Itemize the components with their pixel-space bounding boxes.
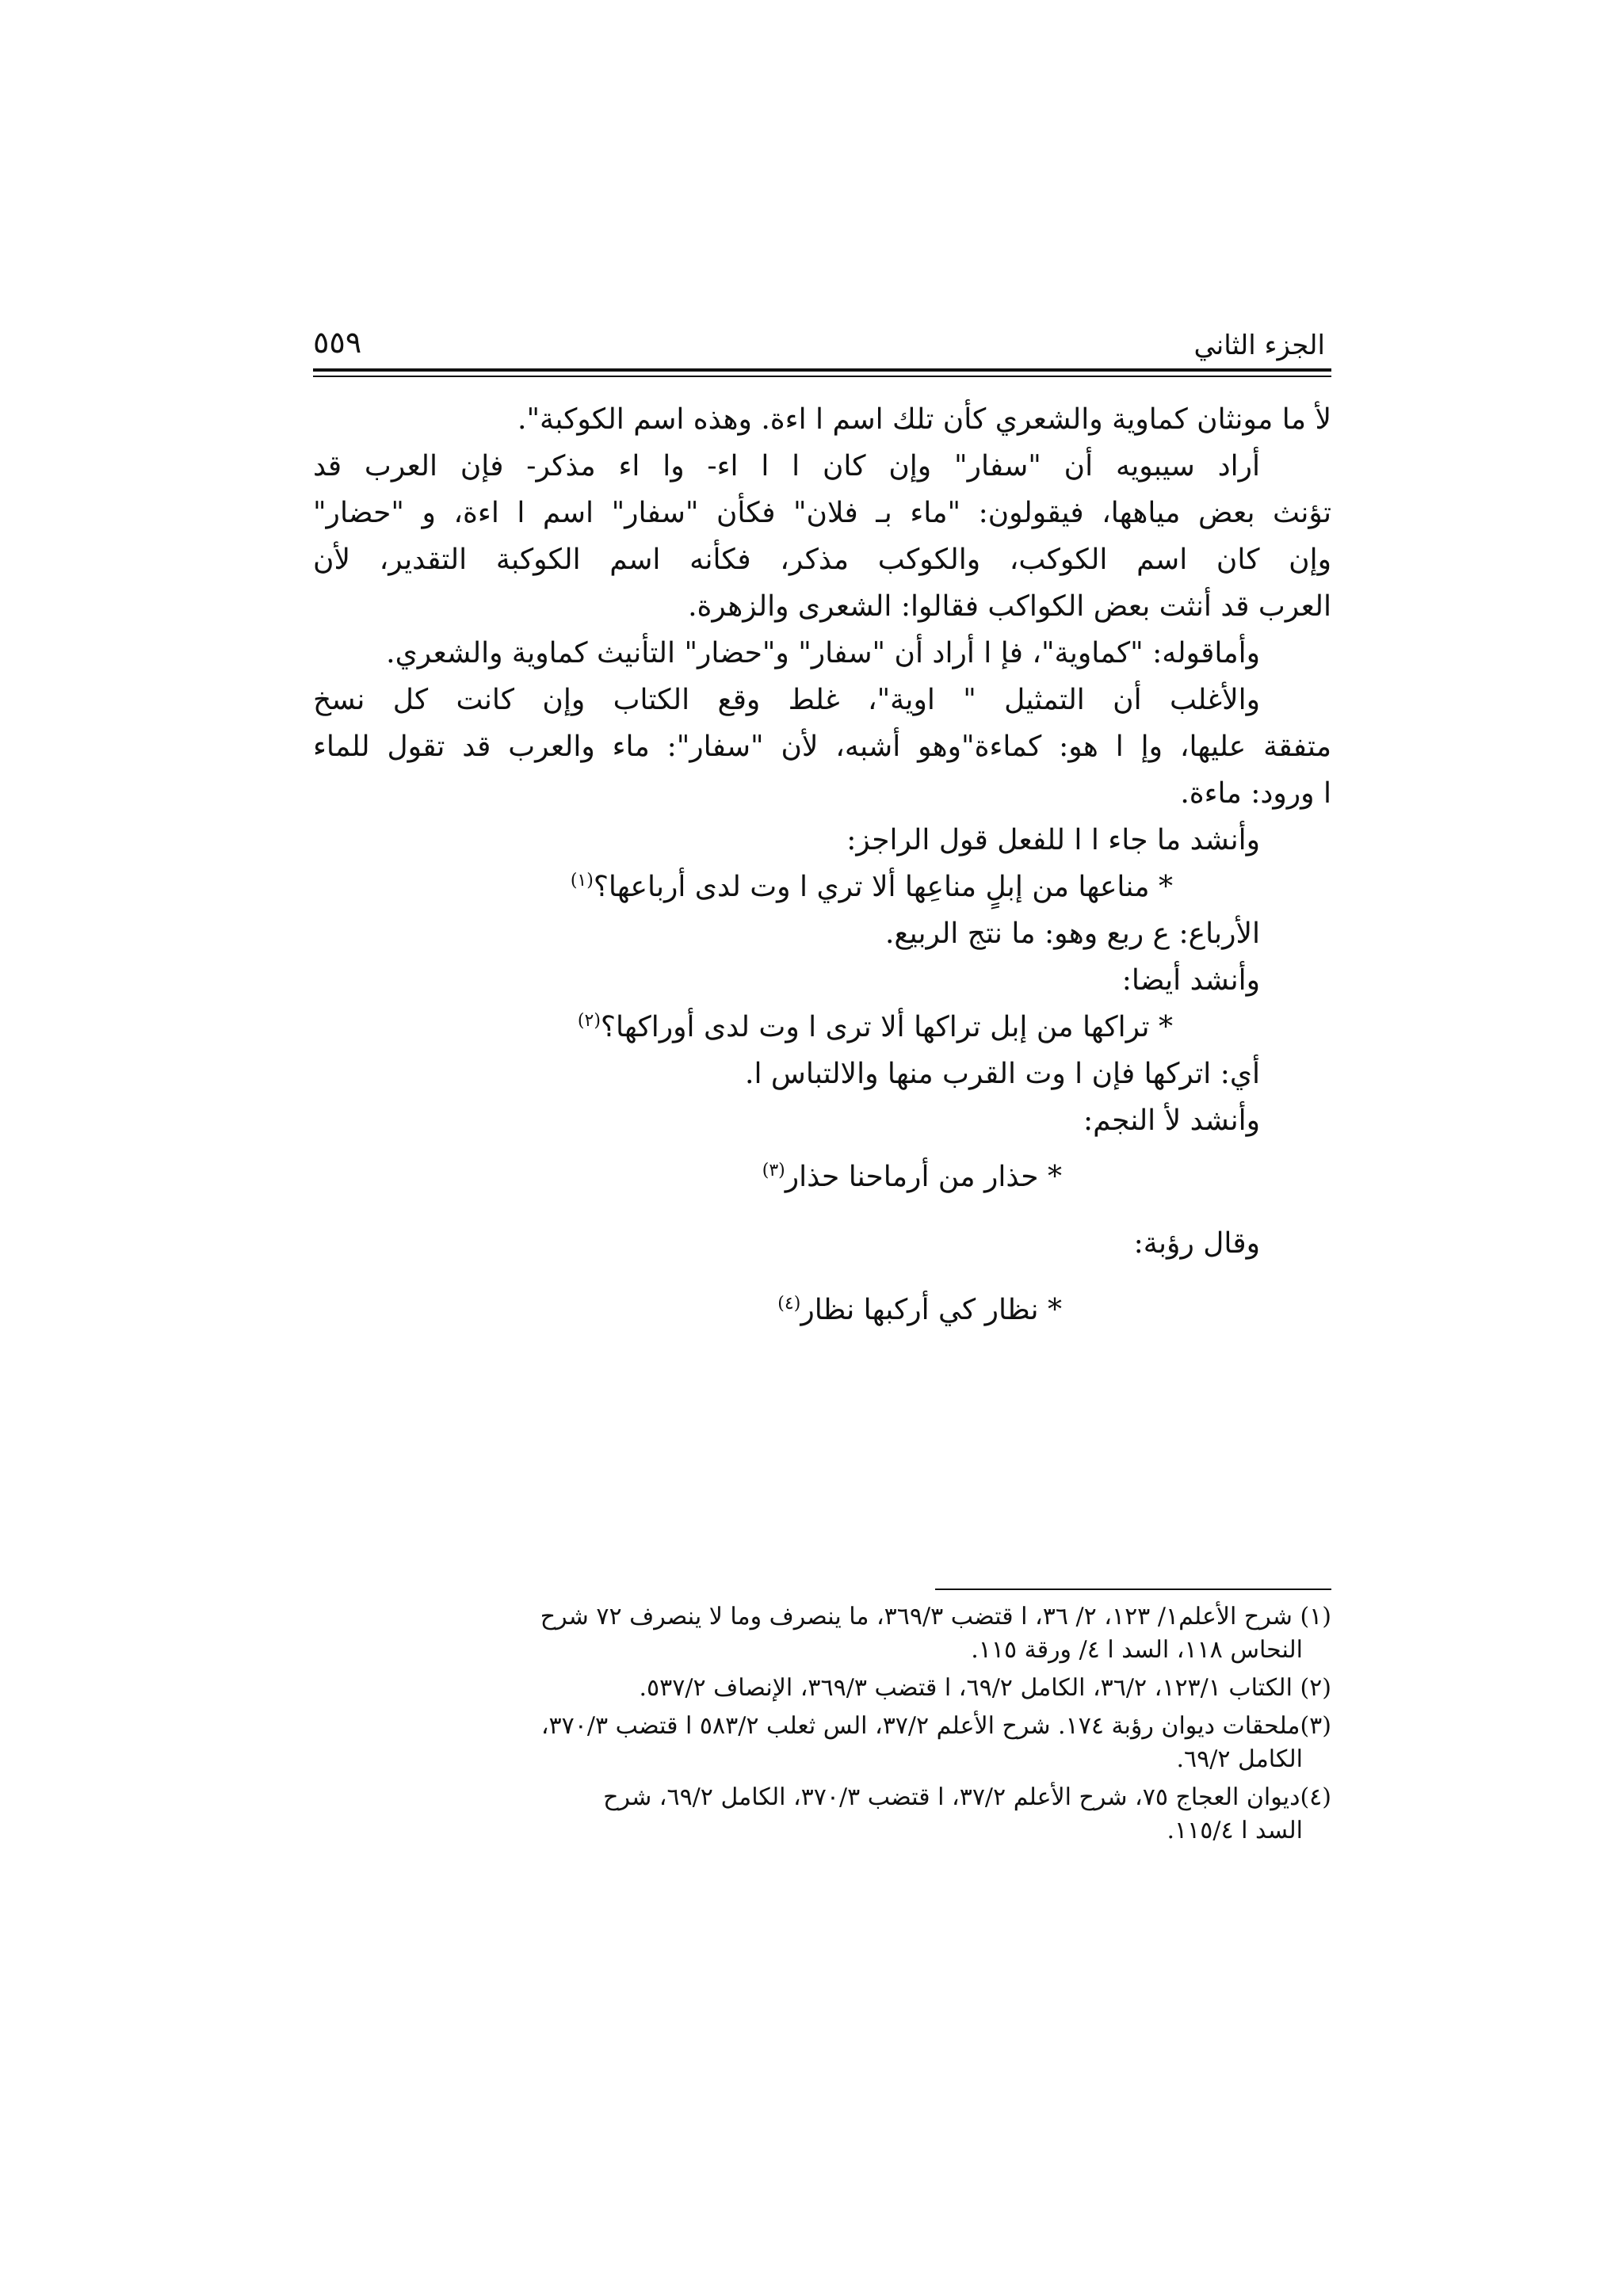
paragraph-line: والأغلب أن التمثيل " اوية"، غلط وقع الكتاب وإن كانت كل نسخ	[313, 684, 1260, 716]
paragraph-line: وأنشد أيضا:	[1121, 964, 1260, 997]
footnote-line: (٤)ديوان العجاج ٧٥، شرح الأعلم ٣٧/٢، ا قتضب ٣٧٠/٣، الكامل ٦٩/٢، شرح	[603, 1783, 1331, 1811]
footnote-2	[313, 1672, 1331, 1705]
footnote-ref: (٣)	[762, 1161, 785, 1180]
footnote-line: (٣)ملحقات ديوان رؤبة ١٧٤. شرح الأعلم ٣٧/٢، الس ثعلب ٥٨٣/٢ ا قتضب ٣٧٠/٣،	[540, 1712, 1331, 1740]
paragraph-line: تؤنث بعض مياهها، فيقولون: "ماء بـ فلان" فكأن "سفار" اسم ا اءة، و "حضار"	[313, 497, 1331, 529]
footnote-line: الكامل ٦٩/٢.	[1176, 1745, 1303, 1773]
verse-line	[313, 1004, 1331, 1051]
footnote-line: (٢) الكتاب ١٢٣/١، ٣٦/٢، الكامل ٦٩/٢، ا قتضب ٣٦٩/٣، الإنصاف ٥٣٧/٢.	[639, 1674, 1331, 1702]
main-text	[313, 396, 1331, 1344]
part-title: الجزء الثاني	[1193, 330, 1325, 361]
verse-line	[313, 1144, 1331, 1211]
footnote-3	[313, 1710, 1331, 1776]
verse-text: * نظار كي أركبها نظار	[800, 1294, 1062, 1326]
paragraph-line: أراد سيبويه أن "سفار" وإن كان ا ا اء- وا اء مذكر- فإن العرب قد	[313, 450, 1260, 482]
paragraph-line: وأنشد لأ النجم:	[1083, 1104, 1260, 1137]
paragraph-line: وقال رؤبة:	[1133, 1227, 1260, 1260]
header-rule-thin	[313, 376, 1331, 377]
footnote-line: النحاس ١١٨، السد ا ٤/ ورقة ١١٥.	[971, 1636, 1303, 1664]
paragraph-line: وإن كان اسم الكوكب، والكوكب مذكر، فكأنه اسم الكوكبة التقدير، لأن	[313, 543, 1331, 576]
verse-text: * مناعها من إبلٍ مناعِها ألا تري ا وت لدى أرباعها؟	[593, 871, 1173, 903]
paragraph-line: الأرباع: ع ربع وهو: ما نتج الربيع.	[884, 917, 1260, 950]
footnote-ref: (١)	[570, 871, 594, 891]
verse-text: * حذار من أرماحنا حذار	[785, 1161, 1062, 1193]
header-rule-thick	[313, 368, 1331, 372]
verse-line	[313, 1277, 1331, 1344]
footnotes	[313, 1600, 1331, 1852]
verse-text: * تراكها من إبل تراكها ألا ترى ا وت لدى أوراكها؟	[600, 1011, 1173, 1043]
verse-line	[313, 864, 1331, 910]
footnote-separator	[935, 1589, 1331, 1590]
paragraph-line: العرب قد أنثت بعض الكواكب فقالوا: الشعرى والزهرة.	[688, 590, 1331, 623]
footnote-ref: (٢)	[577, 1011, 601, 1031]
footnote-ref: (٤)	[777, 1294, 801, 1314]
paragraph-line: أي: اتركها فإن ا وت القرب منها والالتباس ا.	[745, 1058, 1260, 1090]
running-header	[313, 325, 1331, 372]
footnote-4	[313, 1781, 1331, 1848]
footnote-1	[313, 1600, 1331, 1667]
footnote-line: (١) شرح الأعلم١/ ١٢٣، ٢/ ٣٦، ا قتضب ٣٦٩/٣، ما ينصرف وما لا ينصرف ٧٢ شرح	[540, 1603, 1331, 1630]
page-number: ٥٥٩	[313, 325, 362, 360]
paragraph-line: لأ ما مونثان كماوية والشعري كأن تلك اسم ا اءة. وهذه اسم الكوكبة".	[517, 403, 1331, 436]
paragraph-line: متفقة عليها، وإ ا هو: كماءة"وهو أشبه، لأن "سفار": ماء والعرب قد تقول للماء	[313, 730, 1331, 763]
footnote-line: السد ا ١١٥/٤.	[1167, 1817, 1303, 1844]
paragraph-line: وأنشد ما جاء ا ا للفعل قول الراجز:	[846, 824, 1260, 856]
paragraph-line: وأماقوله: "كماوية"، فإ ا أراد أن "سفار" و"حضار" التأنيث كماوية والشعري.	[386, 637, 1260, 669]
paragraph-line: ا ورود: ماءة.	[1180, 777, 1331, 810]
